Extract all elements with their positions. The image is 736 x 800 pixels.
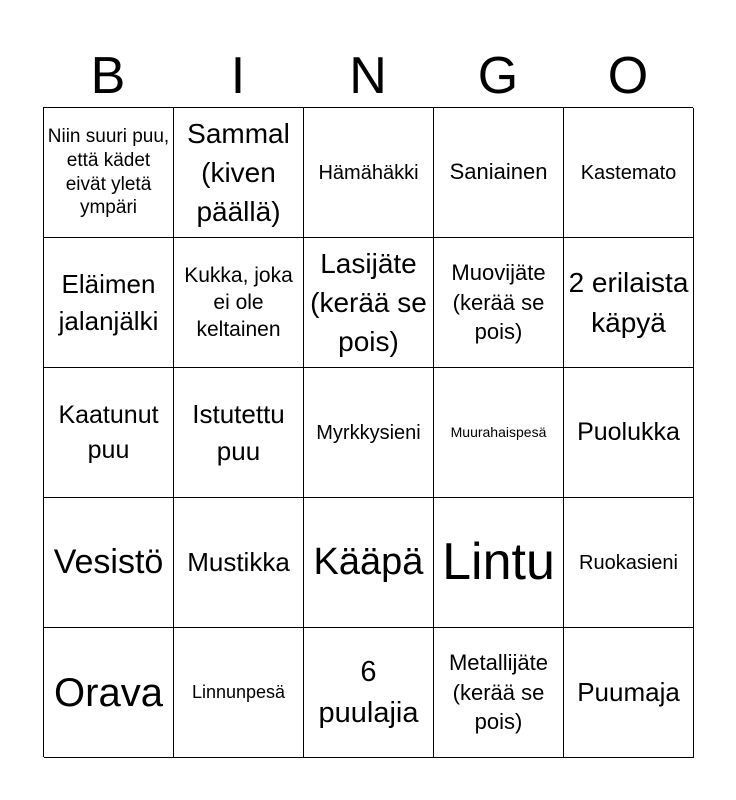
bingo-cell-r5c2[interactable]: [174, 628, 304, 758]
cell-text: Linnunpesä: [191, 681, 286, 702]
bingo-cell-r1c5[interactable]: [564, 108, 694, 238]
bingo-cell-r3c2[interactable]: [174, 368, 304, 498]
bingo-cell-r4c1[interactable]: [44, 498, 174, 628]
cell-text: Vesistö: [53, 543, 164, 582]
bingo-cell-r2c1[interactable]: [44, 238, 174, 368]
bingo-cell-r5c5[interactable]: [564, 628, 694, 758]
bingo-cell-r3c4[interactable]: [434, 368, 564, 498]
bingo-cell-r3c1[interactable]: [44, 368, 174, 498]
cell-text: Myrkkysieni: [316, 421, 421, 444]
bingo-cell-r5c1[interactable]: [44, 628, 174, 758]
header-letter-i: I: [230, 47, 246, 105]
bingo-cell-r5c3[interactable]: [304, 628, 434, 758]
cell-text: Orava: [54, 670, 163, 715]
bingo-cell-r4c2[interactable]: [174, 498, 304, 628]
cell-text: Puolukka: [577, 418, 680, 446]
cell-text: Hämähäkki: [318, 161, 419, 184]
header-letter-o: O: [607, 47, 649, 105]
bingo-header: [43, 44, 693, 108]
cell-text: Muurahaispesä: [450, 424, 547, 441]
header-letter-b: B: [90, 47, 126, 105]
header-letter-n: N: [349, 47, 387, 105]
cell-text: Muovijäte (kerää se pois): [451, 259, 546, 345]
cell-text: Saniainen: [449, 159, 548, 185]
cell-text: Lintu: [442, 533, 555, 592]
cell-text: Mustikka: [187, 547, 290, 578]
bingo-cell-r3c5[interactable]: [564, 368, 694, 498]
cell-text: Eläimen jalanjälki: [58, 269, 159, 336]
bingo-cell-r2c4[interactable]: [434, 238, 564, 368]
cell-text: 2 erilaista käpyä: [568, 267, 689, 338]
cell-text: Kaatunut puu: [58, 400, 159, 464]
cell-text: Istutettu puu: [192, 399, 285, 466]
cell-text: Sammal (kiven päällä): [187, 117, 290, 228]
cell-text: Niin suuri puu, että kädet eivät yletä ympäri: [47, 126, 170, 219]
bingo-cell-r2c2[interactable]: [174, 238, 304, 368]
cell-text: 6 puulajia: [318, 655, 419, 729]
cell-text: Kastemato: [580, 161, 677, 184]
cell-text: Lasijäte (kerää se pois): [310, 247, 427, 358]
bingo-grid: [43, 107, 693, 757]
bingo-cell-r4c5[interactable]: [564, 498, 694, 628]
bingo-cell-r3c3[interactable]: [304, 368, 434, 498]
bingo-cell-r5c4[interactable]: [434, 628, 564, 758]
bingo-cell-r1c4[interactable]: [434, 108, 564, 238]
bingo-cell-r4c3[interactable]: [304, 498, 434, 628]
bingo-cell-r2c5[interactable]: [564, 238, 694, 368]
header-letter-g: G: [477, 47, 519, 105]
bingo-cell-r1c1[interactable]: [44, 108, 174, 238]
cell-text: Kukka, joka ei ole keltainen: [184, 263, 293, 342]
cell-text: Kääpä: [313, 540, 424, 583]
bingo-cell-r1c2[interactable]: [174, 108, 304, 238]
bingo-cell-r2c3[interactable]: [304, 238, 434, 368]
bingo-cell-r1c3[interactable]: [304, 108, 434, 238]
cell-text: Metallijäte (kerää se pois): [448, 649, 549, 735]
cell-text: Ruokasieni: [579, 551, 678, 574]
cell-text: Puumaja: [577, 677, 680, 708]
bingo-cell-r4c4[interactable]: [434, 498, 564, 628]
